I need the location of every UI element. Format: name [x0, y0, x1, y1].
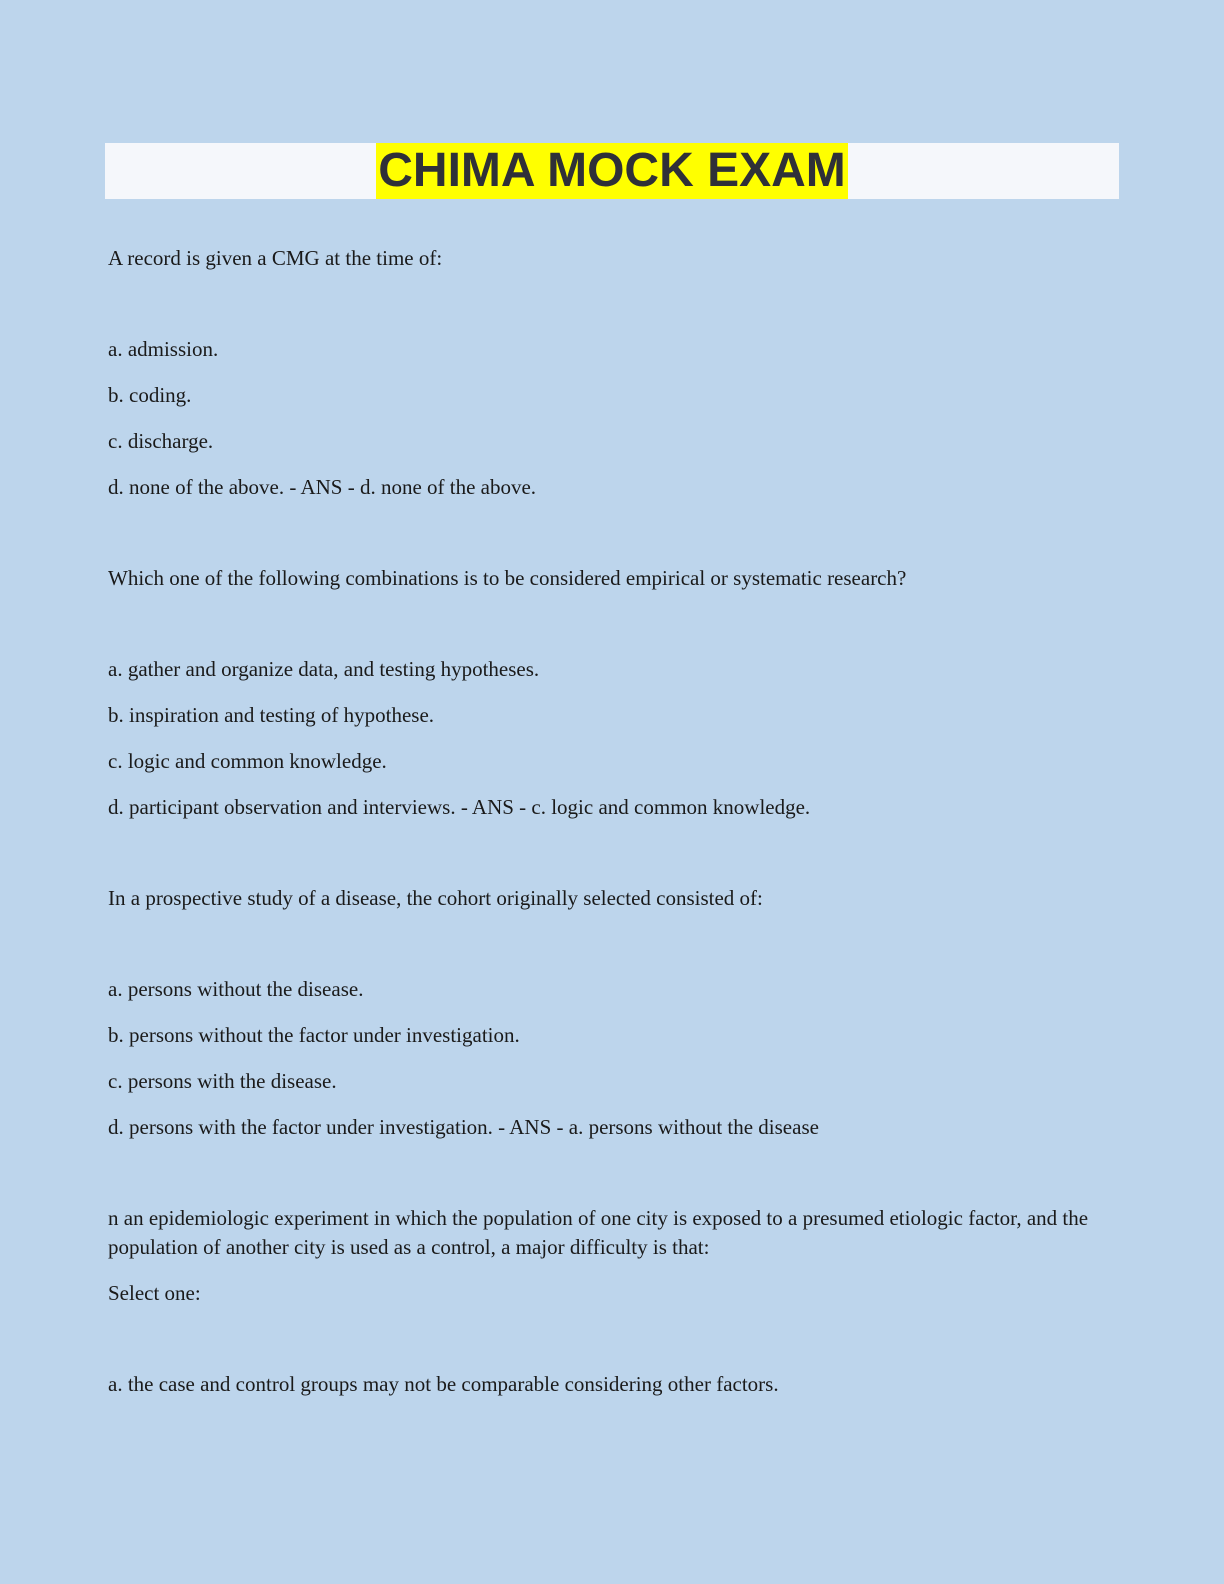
option-b: b. inspiration and testing of hypothese. [108, 703, 435, 727]
option-d-with-answer: d. none of the above. - ANS - d. none of the above. [108, 475, 537, 499]
page-title: CHIMA MOCK EXAM [378, 144, 846, 197]
question-block [108, 244, 1098, 501]
question-text: A record is given a CMG at the time of: [108, 246, 443, 270]
question-text: Which one of the following combinations is to be considered empirical or systematic research? [108, 566, 907, 590]
option-b: b. coding. [108, 383, 192, 407]
question-block [108, 884, 1098, 1141]
option-a: a. gather and organize data, and testing hypotheses. [108, 657, 540, 681]
select-one-instruction: Select one: [108, 1281, 201, 1305]
option-a: a. admission. [108, 337, 219, 361]
option-b: b. persons without the factor under investigation. [108, 1023, 520, 1047]
title-banner [105, 143, 1119, 199]
option-c: c. discharge. [108, 429, 214, 453]
option-c: c. persons with the disease. [108, 1069, 337, 1093]
option-a: a. persons without the disease. [108, 977, 364, 1001]
question-text: n an epidemiologic experiment in which the population of one city is exposed to a presumed etiologic factor, and the population of another city is used as a control, a major difficulty is that: [108, 1206, 1089, 1259]
question-block [108, 1204, 1098, 1398]
option-d-with-answer: d. persons with the factor under investigation. - ANS - a. persons without the disease [108, 1115, 819, 1139]
question-block [108, 564, 1098, 821]
option-d-with-answer: d. participant observation and interviews. - ANS - c. logic and common knowledge. [108, 795, 811, 819]
option-c: c. logic and common knowledge. [108, 749, 387, 773]
exam-content [108, 244, 1098, 1416]
option-a: a. the case and control groups may not be comparable considering other factors. [108, 1372, 779, 1396]
question-text: In a prospective study of a disease, the cohort originally selected consisted of: [108, 886, 763, 910]
